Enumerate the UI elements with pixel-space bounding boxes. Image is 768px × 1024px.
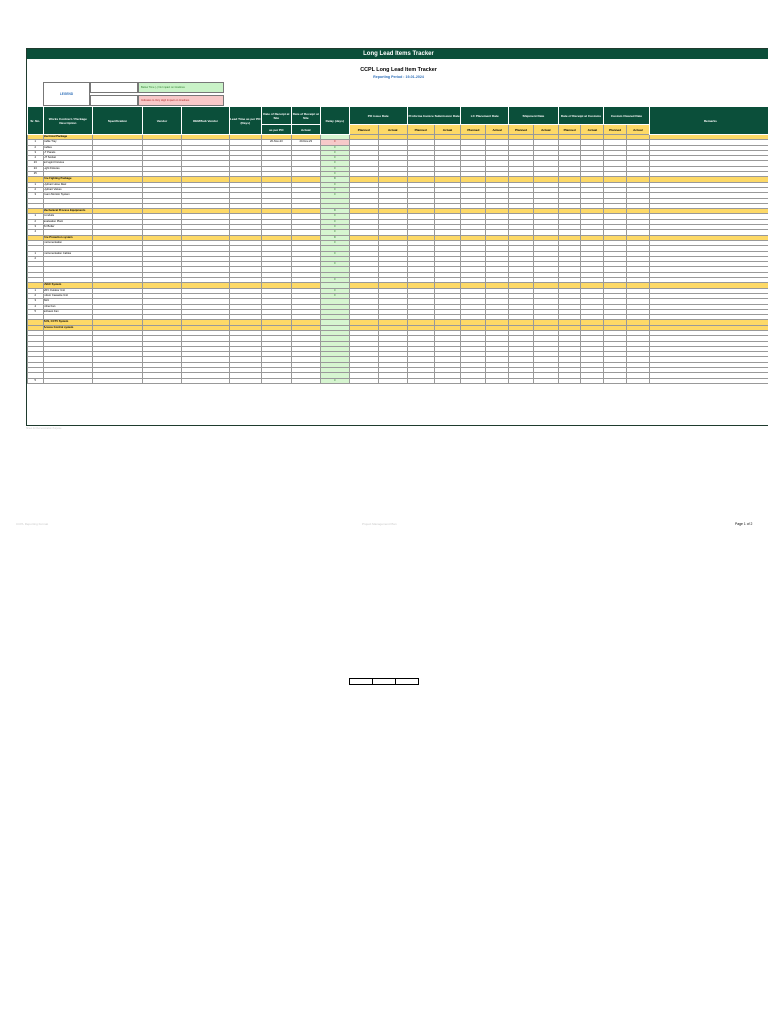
sr-cell[interactable]: 2 xyxy=(28,293,44,298)
tracker-sheet xyxy=(26,48,768,426)
footer-page-number: Page 1 of 2 xyxy=(735,522,753,526)
delay-cell[interactable]: 0 xyxy=(320,230,349,235)
delay-cell[interactable]: 0 xyxy=(320,225,349,230)
description-cell[interactable]: Ext'ugint Fixtures xyxy=(43,161,93,166)
delay-cell[interactable]: 0 xyxy=(320,378,349,383)
delay-cell[interactable]: 0 xyxy=(320,166,349,171)
mini-table-divider xyxy=(372,679,373,685)
spec-cell[interactable] xyxy=(93,378,143,383)
milestone-date-cell[interactable] xyxy=(604,378,627,383)
receipt-actual-cell[interactable]: 20-Nov-23 xyxy=(291,140,320,145)
delay-cell[interactable]: 0 xyxy=(320,209,349,214)
sr-cell[interactable]: 1 xyxy=(28,214,44,219)
delay-cell[interactable]: 0 xyxy=(320,288,349,293)
sr-cell[interactable]: 2 xyxy=(28,219,44,224)
description-cell[interactable]: LT Panels xyxy=(43,150,93,155)
sr-cell[interactable]: 23 xyxy=(28,161,44,166)
description-cell[interactable]: Inline Fan xyxy=(43,304,93,309)
sheet-title: CCPL Long Lead Item Tracker xyxy=(360,67,437,73)
description-cell[interactable]: VRV Outdoor Unit xyxy=(43,288,93,293)
col-sr: Sr. No. xyxy=(28,107,44,135)
delay-cell[interactable]: 0 xyxy=(320,177,349,182)
delay-cell[interactable]: 0 xyxy=(320,214,349,219)
col-receipt-po: Date of Receipt at Site xyxy=(261,107,291,125)
legend-key-green xyxy=(90,82,138,93)
milestone-date-cell[interactable] xyxy=(581,378,604,383)
sub-as-per-po: as per PO xyxy=(261,125,291,135)
milestone-date-cell[interactable] xyxy=(461,378,486,383)
sub-actual: Actual xyxy=(486,125,509,135)
milestone-date-cell[interactable] xyxy=(407,378,434,383)
receipt-po-cell[interactable] xyxy=(261,378,291,383)
delay-cell[interactable]: 0 xyxy=(320,278,349,283)
description-cell[interactable]: Evaluation Plant xyxy=(43,219,93,224)
milestone-date-cell[interactable] xyxy=(626,378,649,383)
mini-table xyxy=(349,678,419,685)
description-cell[interactable]: Hydrant Valves xyxy=(43,187,93,192)
milestone-date-cell[interactable] xyxy=(378,378,407,383)
delay-cell[interactable]: 0 xyxy=(320,235,349,240)
sr-cell[interactable]: 1 xyxy=(28,288,44,293)
milestone-date-cell[interactable] xyxy=(533,378,558,383)
remarks-cell[interactable] xyxy=(649,378,768,383)
description-cell[interactable]: Fire Fighting Package xyxy=(43,177,93,182)
col-proforma: Proforma Invoice Submission Date xyxy=(407,107,461,125)
col-customs-cleared: Custom Cleared Date xyxy=(604,107,650,125)
description-cell[interactable]: Foam Monitor System xyxy=(43,193,93,198)
description-cell[interactable]: AHU xyxy=(43,299,93,304)
delay-cell[interactable]: 0 xyxy=(320,251,349,256)
sr-cell[interactable]: 2 xyxy=(28,256,44,261)
delay-cell[interactable]: 0 xyxy=(320,240,349,245)
description-cell[interactable]: Indoor Cassette Unit xyxy=(43,293,93,298)
description-cell[interactable]: Light Fixtures xyxy=(43,166,93,171)
sub-planned: Planned xyxy=(461,125,486,135)
sr-cell[interactable]: 5 xyxy=(28,309,44,314)
vendor-cell[interactable] xyxy=(142,378,181,383)
col-remarks: Remarks xyxy=(649,107,768,135)
sr-cell[interactable]: 25 xyxy=(28,172,44,177)
sub-planned: Planned xyxy=(349,125,378,135)
description-cell[interactable]: Electrical Package xyxy=(43,135,93,140)
sr-cell[interactable]: 4 xyxy=(28,156,44,161)
delay-cell[interactable]: 0 xyxy=(320,262,349,267)
description-cell[interactable]: Access Control system xyxy=(43,325,93,330)
description-cell[interactable]: Conduits xyxy=(43,214,93,219)
sub-actual: Actual xyxy=(626,125,649,135)
sr-cell[interactable]: 1 xyxy=(28,140,44,145)
sr-cell[interactable]: 3 xyxy=(28,225,44,230)
tracker-table xyxy=(27,106,768,384)
delay-cell[interactable]: 0 xyxy=(320,172,349,177)
sr-cell[interactable]: 3 xyxy=(28,150,44,155)
description-cell[interactable]: ACS, CCTV System xyxy=(43,320,93,325)
sheet-banner: Long Lead Items Tracker xyxy=(27,49,768,59)
reporting-period: Reporting Period : 19-01-2024 xyxy=(373,75,424,79)
sr-cell[interactable]: 1 xyxy=(28,251,44,256)
sr-cell[interactable]: 2 xyxy=(28,187,44,192)
milestone-date-cell[interactable] xyxy=(509,378,534,383)
sub-actual: Actual xyxy=(291,125,320,135)
legend-label: LEGEND xyxy=(43,82,90,106)
delay-cell[interactable]: 0 xyxy=(320,182,349,187)
col-shipment: Shipment Date xyxy=(509,107,559,125)
sub-planned: Planned xyxy=(407,125,434,135)
delay-cell[interactable]: 0 xyxy=(320,187,349,192)
description-cell[interactable] xyxy=(43,378,93,383)
sr-cell[interactable]: 24 xyxy=(28,166,44,171)
description-cell[interactable]: Air Boiler xyxy=(43,225,93,230)
delay-cell[interactable]: 0 xyxy=(320,145,349,150)
description-cell[interactable]: Cable Tray xyxy=(43,140,93,145)
description-cell[interactable]: HT Socket xyxy=(43,156,93,161)
description-cell[interactable]: Exhaust Fan xyxy=(43,309,93,314)
tracker-body xyxy=(28,135,768,384)
description-cell[interactable]: Cables xyxy=(43,145,93,150)
delay-cell[interactable]: 0 xyxy=(320,161,349,166)
sheet-footnote: Sheet for Demonstration Purpose xyxy=(26,427,62,430)
footer-left: CCPL Reporting Format xyxy=(16,522,49,526)
receipt-po-cell[interactable]: 20-Nov-23 xyxy=(261,140,291,145)
delay-cell[interactable]: 0 xyxy=(320,293,349,298)
sr-cell[interactable]: 1 xyxy=(28,182,44,187)
milestone-date-cell[interactable] xyxy=(434,378,461,383)
mini-table-divider xyxy=(395,679,396,685)
receipt-actual-cell[interactable] xyxy=(291,378,320,383)
col-vendor: Vendor xyxy=(142,107,181,135)
delay-cell[interactable]: 0 xyxy=(320,140,349,145)
col-receipt-actual: Date of Receipt at Site xyxy=(291,107,320,125)
col-package: Works Contract / Package Description xyxy=(43,107,93,135)
description-cell[interactable]: Instrumentation xyxy=(43,240,93,245)
oem-cell[interactable] xyxy=(182,378,230,383)
table-row xyxy=(28,378,768,383)
sr-cell[interactable]: 5 xyxy=(28,378,44,383)
sub-actual: Actual xyxy=(378,125,407,135)
milestone-date-cell[interactable] xyxy=(558,378,581,383)
sub-actual: Actual xyxy=(533,125,558,135)
delay-cell[interactable]: 0 xyxy=(320,156,349,161)
milestone-date-cell[interactable] xyxy=(486,378,509,383)
col-po-issue: PO issue Date xyxy=(349,107,407,125)
legend-green-text: Below Time (-) No Impact on timelines xyxy=(138,82,224,93)
delay-cell[interactable]: 0 xyxy=(320,219,349,224)
sub-actual: Actual xyxy=(434,125,461,135)
col-customs-receipt: Date of Receipt at Customs xyxy=(558,107,604,125)
description-cell[interactable]: Fire Protection system xyxy=(43,235,93,240)
footer-center: Project Management Plan xyxy=(362,522,397,526)
sub-planned: Planned xyxy=(604,125,627,135)
delay-cell[interactable]: 0 xyxy=(320,193,349,198)
col-lc: LC Placement Date xyxy=(461,107,509,125)
description-cell[interactable]: Instrumentation Cables xyxy=(43,251,93,256)
col-oem: OEM/Sub Vendor xyxy=(182,107,230,135)
legend-red-text: Indicates to Very High Impact on timelines xyxy=(138,95,224,106)
delay-cell[interactable]: 0 xyxy=(320,150,349,155)
sub-planned: Planned xyxy=(509,125,534,135)
col-spec: Specification xyxy=(93,107,143,135)
col-lead-time: Lead Time as per PO (Days) xyxy=(229,107,261,135)
description-cell[interactable]: Hydrant Hose Reel xyxy=(43,182,93,187)
col-delay: Delay (days) xyxy=(320,107,349,135)
sr-cell[interactable]: 4 xyxy=(28,304,44,309)
sub-actual: Actual xyxy=(581,125,604,135)
sr-cell[interactable]: 4 xyxy=(28,230,44,235)
sr-cell[interactable]: 3 xyxy=(28,193,44,198)
legend-key-red xyxy=(90,95,138,106)
description-cell[interactable]: Mechanical Process Equipments xyxy=(43,209,93,214)
milestone-date-cell[interactable] xyxy=(349,378,378,383)
lead-time-cell[interactable] xyxy=(229,378,261,383)
sr-cell[interactable]: 3 xyxy=(28,299,44,304)
description-cell[interactable]: HVAC System xyxy=(43,283,93,288)
sr-cell[interactable]: 2 xyxy=(28,145,44,150)
sub-planned: Planned xyxy=(558,125,581,135)
